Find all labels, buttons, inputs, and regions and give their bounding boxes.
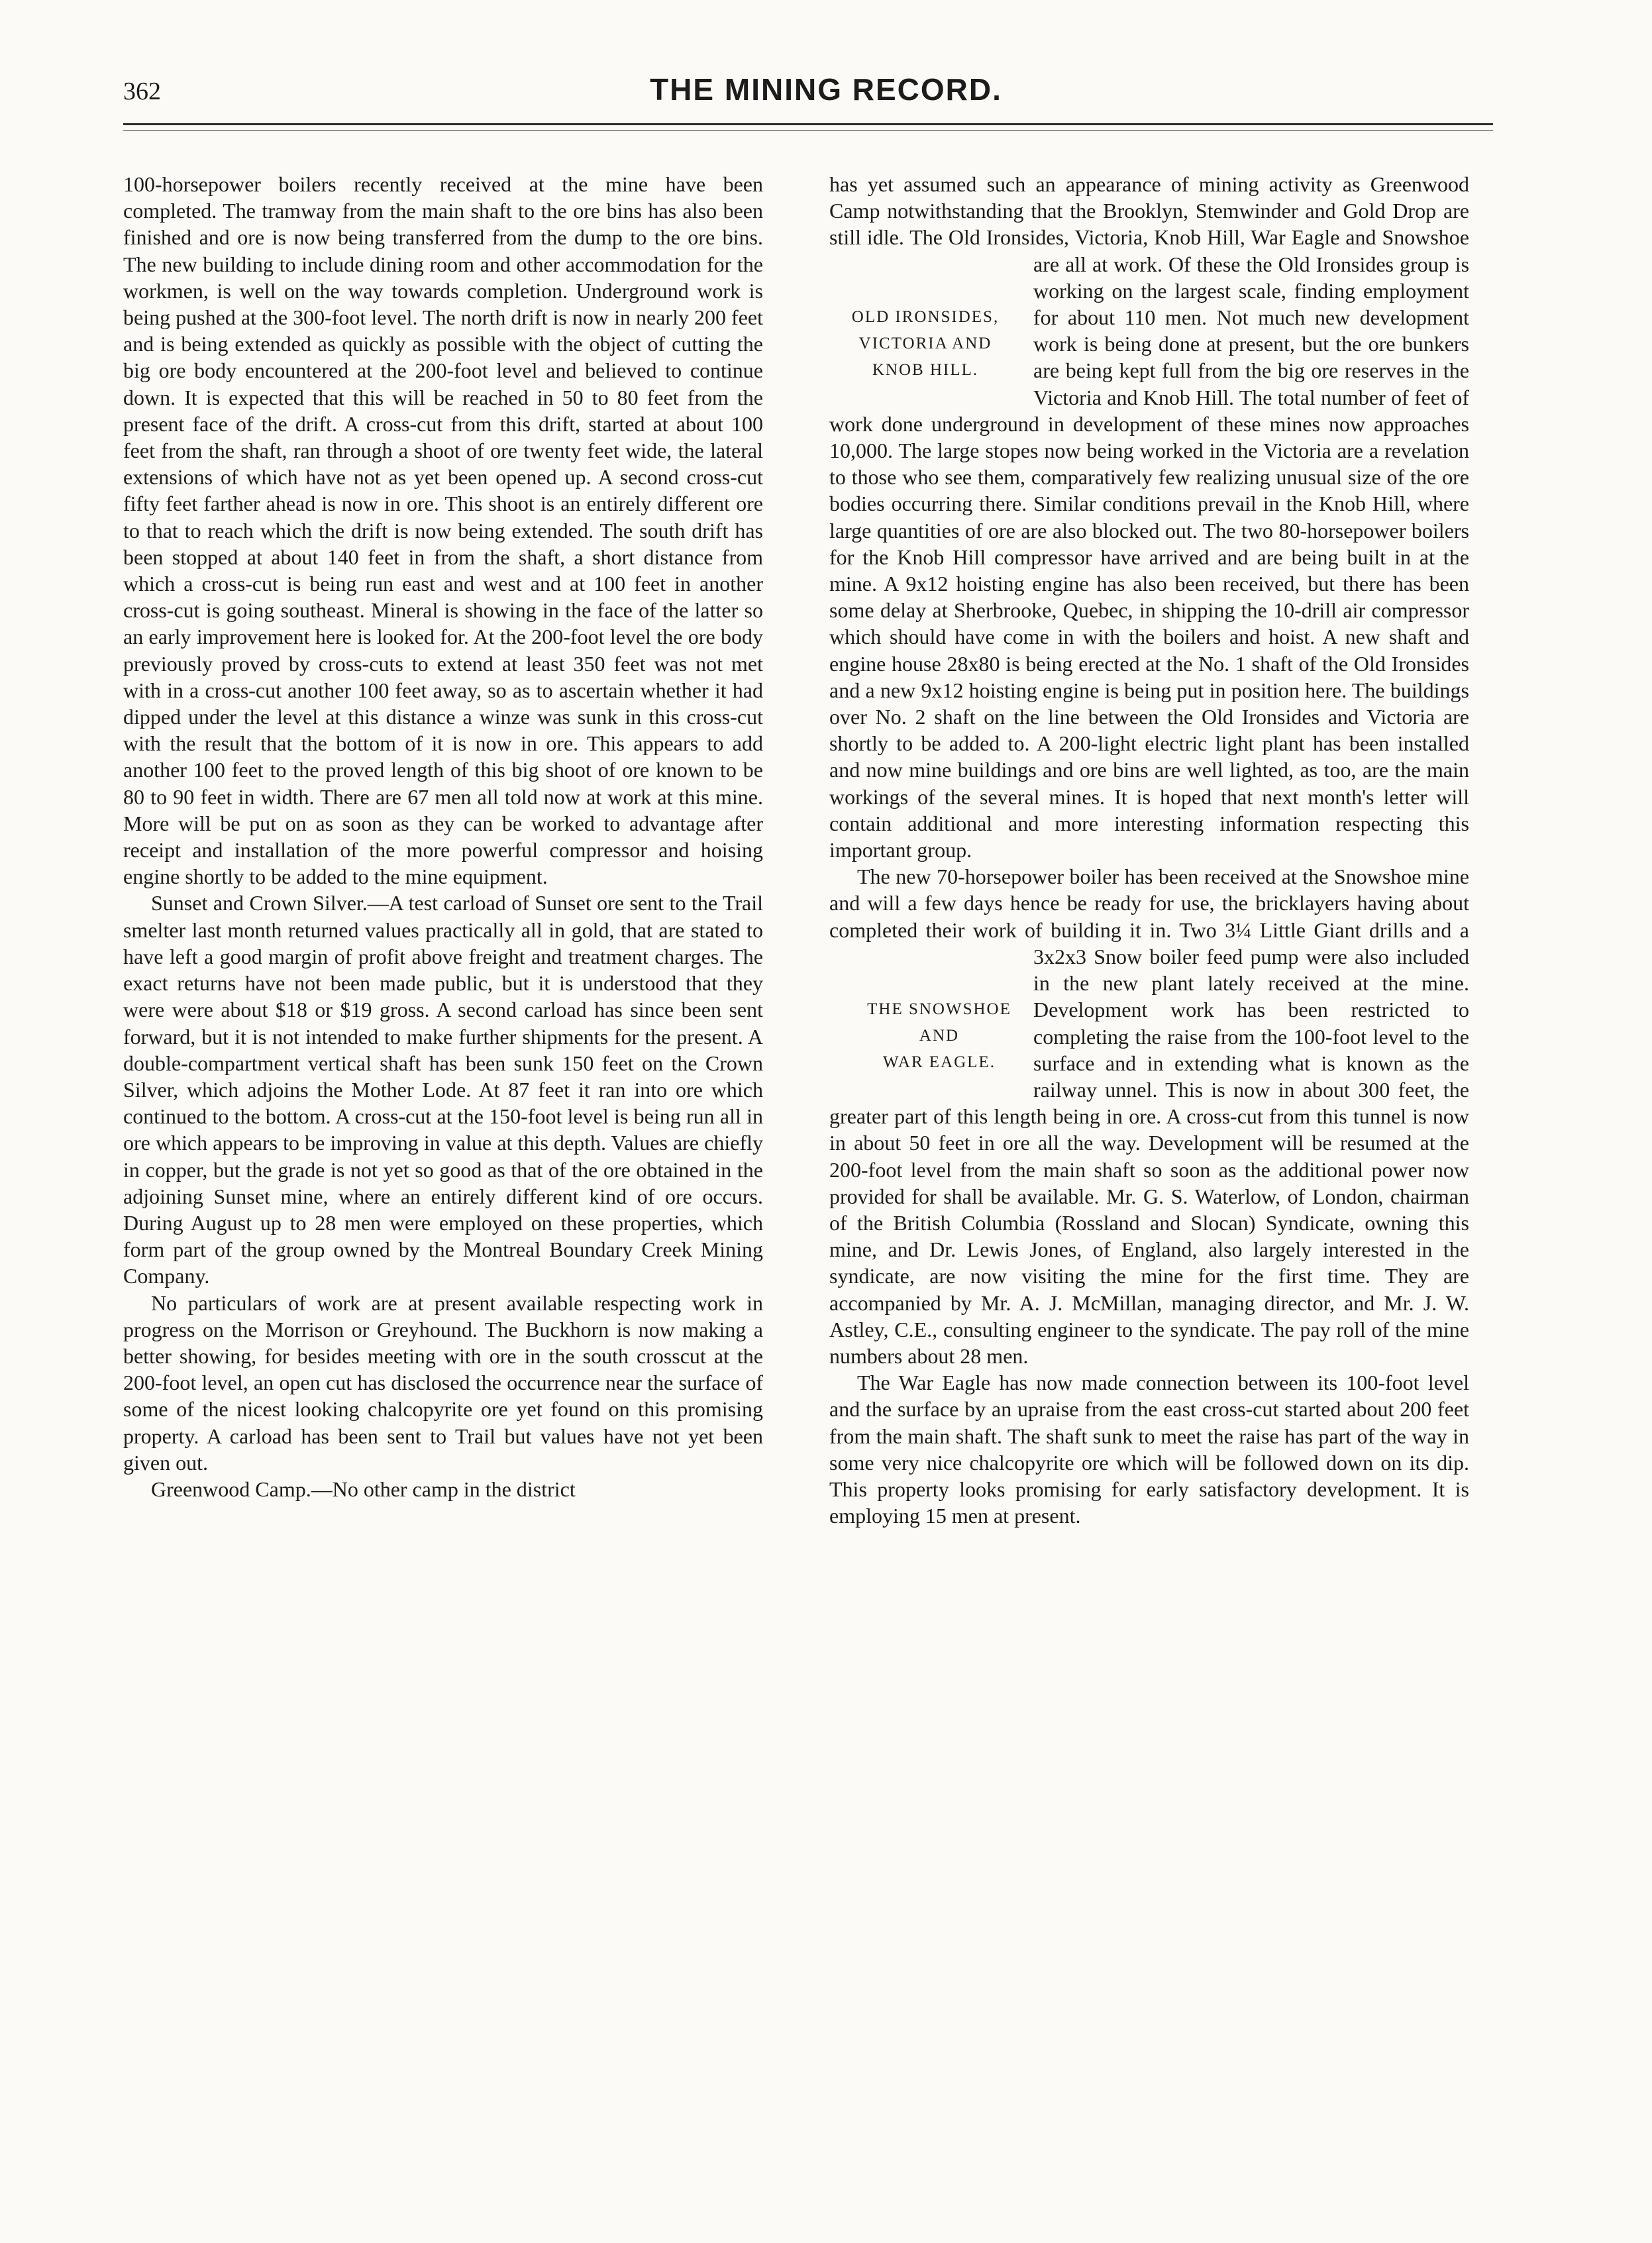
paragraph-text: included in the new plant lately received at the mine. Development work has been restricted to completing the raise from the 100-foot level to the surface and in extending what is known as the railway unnel. This is now in about 300 feet, the greater part of this length being in ore. A cross-cut from this tunnel is now in about 50 feet in ore all the way. Development will be resumed at the 200-foot level from the main shaft so soon as the additional power now provided for shall be available. Mr. G. S. Waterlow, of London, chairman of the British Columbia (Rossland and Slocan) Syndicate, owning this mine, and Dr. Lewis Jones, of England, also largely interested in the syndicate, are now visiting the mine for the first time. They are accompanied by Mr. A. J. McMillan, managing director, and Mr. J. W. Astley, C.E., consulting engineer to the syndicate. The pay roll of the mine numbers about 28 men. <box>829 944 1470 1368</box>
side-heading-line: WAR EAGLE. <box>883 1053 996 1072</box>
side-heading-line: KNOB HILL. <box>872 361 979 380</box>
paragraph-text: The new 70-horsepower boiler has been received at the Snowshoe mine and will a few days hence be ready for use, the bricklayers having about completed their work of building it in. Two 3¼ Little Giant drills and a 3x2x3 Snow boiler feed pump were also <box>829 864 1469 968</box>
side-heading-line: AND <box>919 1027 960 1045</box>
side-heading-line: VICTORIA AND <box>858 334 992 352</box>
paragraph <box>829 863 1469 1369</box>
side-heading-line: OLD IRONSIDES, <box>851 307 1000 326</box>
side-heading <box>829 304 1021 384</box>
right-column <box>829 171 1469 1529</box>
header-rule <box>123 123 1493 125</box>
paragraph: No particulars of work are at present available respecting work in progress on the Morrison or Greyhound. The Buckhorn is now making a better showing, for besides meeting with ore in the south crosscut at the 200-foot level, an open cut has disclosed the occurrence near the surface of some of the nicest looking chalcopyrite ore yet found on this promising property. A carload has been sent to Trail but values have not yet been given out. <box>123 1290 763 1475</box>
paragraph: Greenwood Camp.—No other camp in the district <box>151 1477 576 1501</box>
paragraph-text: has yet assumed such an appearance of mining activity as Greenwood Camp notwithstanding that the Brooklyn, Stemwinder and Gold Drop are still idle. The Old Ironsides, Victoria, Knob Hill, War Eagle and Snowshoe are all at work. Of these the Old <box>829 172 1469 276</box>
page-title: THE MINING RECORD. <box>650 72 1002 107</box>
paragraph: The War Eagle has now made connection between its 100-foot level and the surface by an upraise from the east cross-cut started about 200 feet from the main shaft. The shaft sunk to meet the raise has part of the way in some very nice chalcopyrite ore which will be followed down on its dip. This property looks promising for early satisfactory development. It is employing 15 men at present. <box>829 1371 1469 1528</box>
paragraph: Sunset and Crown Silver.—A test carload of Sunset ore sent to the Trail smelter last month returned values practically all in gold, that are stated to have left a good margin of profit above freight and treatment charges. The exact returns have not been made public, but it is understood that they were were about $18 or $19 gross. A second carload has since been sent forward, but it is not intended to make further shipments for the present. A double-compartment vertical shaft has been sunk 150 feet on the Crown Silver, which adjoins the Mother Lode. At 87 feet it ran into ore which continued to the bottom. A cross-cut at the 150-foot level is being run all in ore which appears to be improving in value at this depth. Values are chiefly in copper, but the grade is not yet so good as that of the ore obtained in the adjoining Sunset mine, where an entirely different kind of ore occurs. During August up to 28 men were employed on these properties, which form part of the group owned by the Montreal Boundary Creek Mining Company. <box>123 891 763 1288</box>
page-number: 362 <box>123 78 161 105</box>
paragraph-text: Ironsides group is working on the largest scale, finding employment for about 110 men. Not much new development work is being done at present, but the ore bunkers are being kept full from the big ore reserves in the Victoria and Knob Hill. The total number of feet of work done underground in development of these mines now approaches 10,000. The large stopes now being worked in the Victoria are a revelation to those who see them, comparatively few realizing unusual size of the ore bodies occurring there. Similar conditions prevail in the Knob Hill, where large quantities of ore are also blocked out. The two 80-horsepower boilers for the Knob Hill compressor have arrived and are being built in at the mine. A 9x12 hoisting engine has also been received, but there has been some delay at Sherbrooke, Quebec, in shipping the 10-drill air compressor which should have come in with the boilers and hoist. A new shaft and engine house 28x80 is being erected at the No. 1 shaft of the Old Ironsides and a new 9x12 hoisting engine is being put in position here. The buildings over No. 2 shaft on the line between the Old Ironsides and Victoria are shortly to be added to. A 200-light electric light plant has been installed and now mine buildings and ore bins are well lighted, as too, are the main workings of the several mines. It is hoped that next month's letter will contain additional and more interesting information respecting this important group. <box>829 252 1470 862</box>
paragraph: 100-horsepower boilers recently received at the mine have been completed. The tramway from the main shaft to the ore bins has also been finished and ore is now being transferred from the dump to the ore bins. The new building to include dining room and other accommodation for the workmen, is well on the way towards completion. Underground work is being pushed at the 300-foot level. The north drift is now in nearly 200 feet and is being extended as quickly as possible with the object of cutting the big ore body encountered at the 200-foot level and believed to continue down. It is expected that this will be reached in 50 to 80 feet from the present face of the drift. A cross-cut from this drift, started at about 100 feet from the shaft, ran through a shoot of ore twenty feet wide, the lateral extensions of which have not as yet been opened up. A second cross-cut fifty feet farther ahead is now in ore. This shoot is an entirely different ore to that to reach which the drift is now being extended. The south drift has been stopped at about 140 feet in from the shaft, a short distance from which a cross-cut is being run east and west and at 100 feet in another cross-cut is going southeast. Mineral is showing in the face of the latter so an early improvement here is looked for. At the 200-foot level the ore body previously proved by cross-cuts to extend at least 350 feet was not met with in a cross-cut another 100 feet away, so as to ascertain whether it had dipped under the level at this distance a winze was sunk in this cross-cut with the result that the bottom of it is now in ore. This appears to add another 100 feet to the proved length of this big shoot of ore known to be 80 to 90 feet in width. There are 67 men all told now at work at this mine. More will be put on as soon as they can be worked to advantage after receipt and installation of the more powerful compressor and hoising engine shortly to be added to the mine equipment. <box>123 172 763 889</box>
side-heading <box>829 996 1021 1076</box>
left-column <box>123 171 763 1502</box>
side-heading-line: THE SNOWSHOE <box>867 1000 1011 1018</box>
paragraph <box>829 171 1469 863</box>
